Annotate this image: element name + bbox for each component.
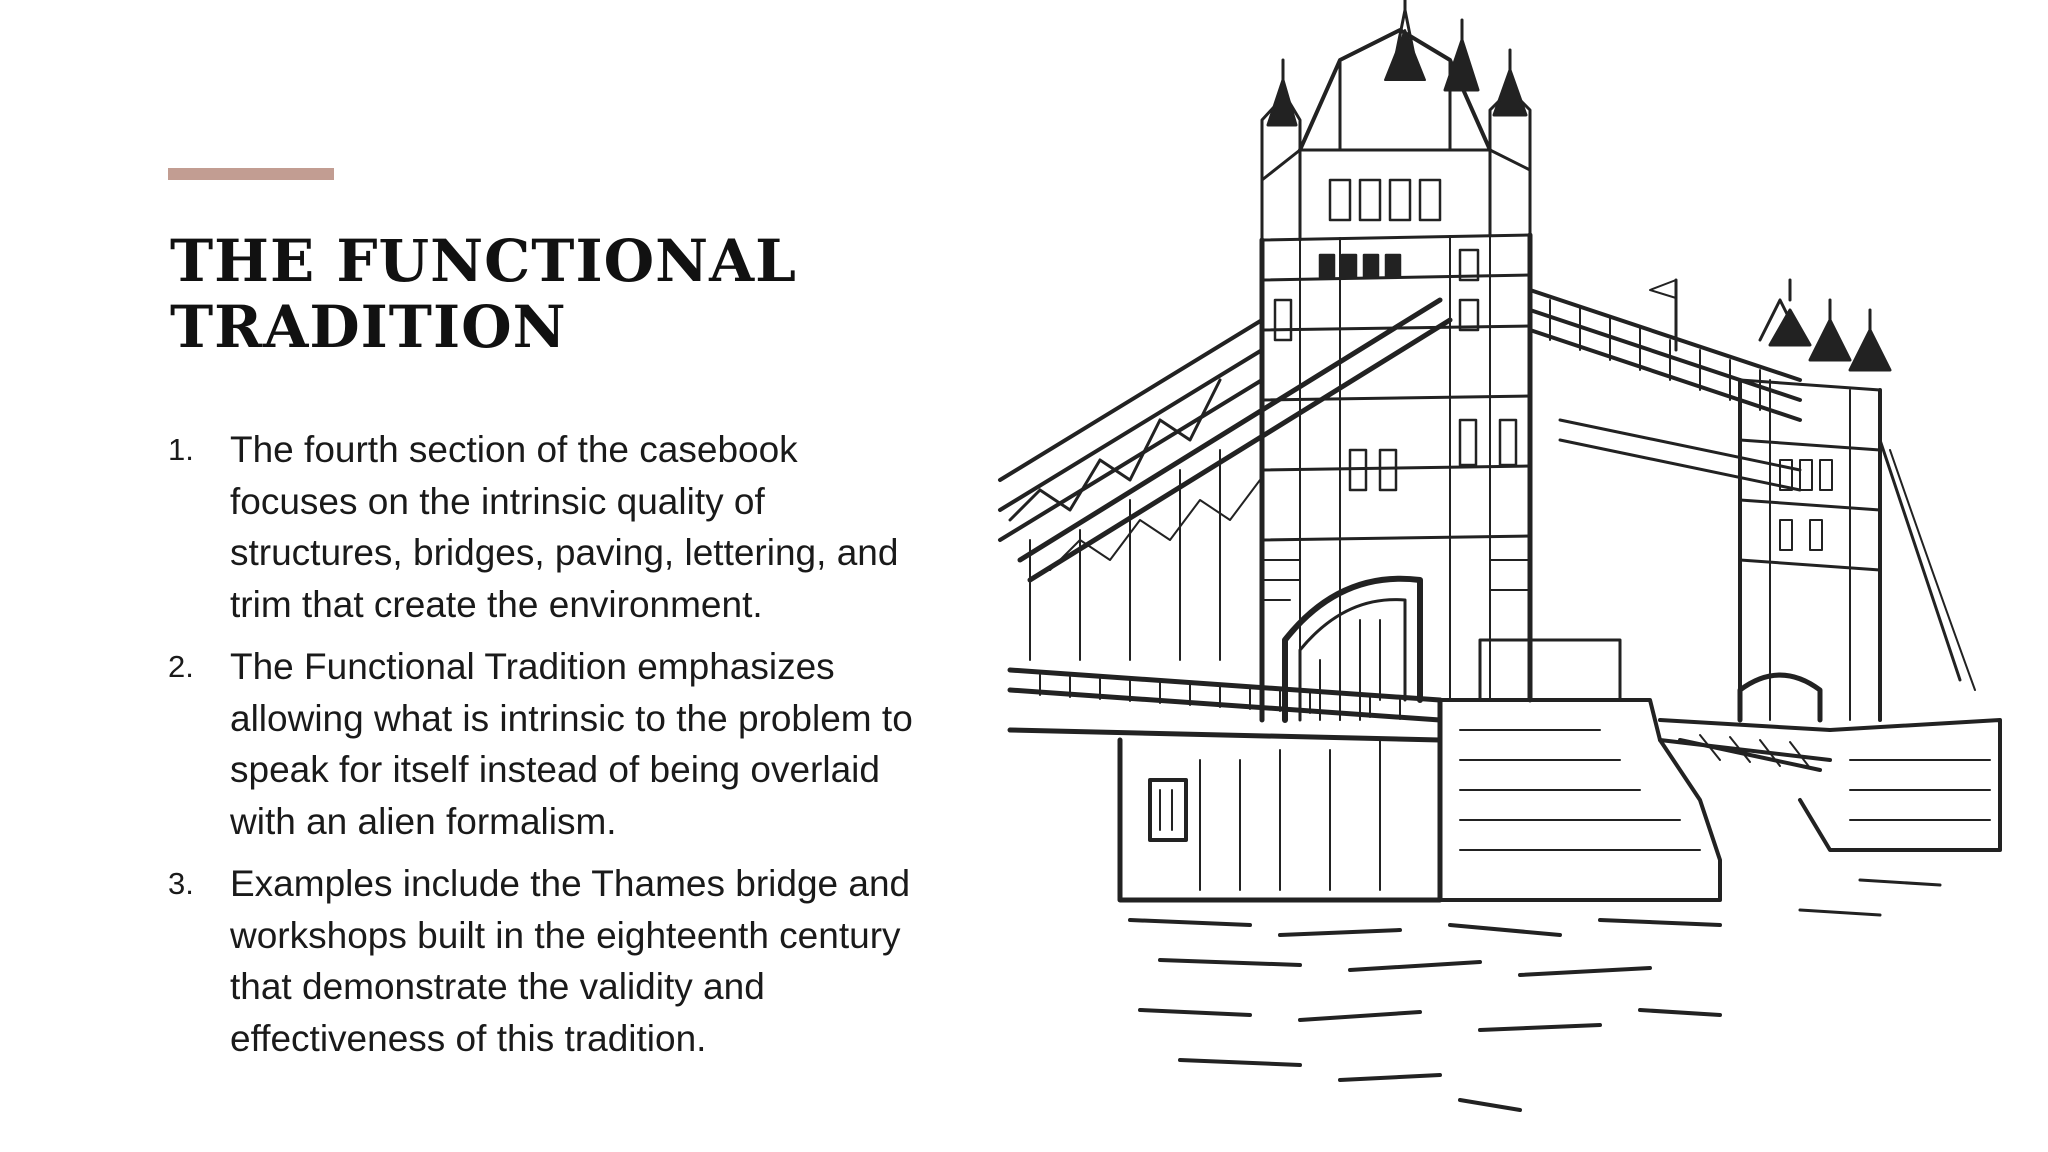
slide-title xyxy=(170,228,990,360)
left-tower xyxy=(1262,0,1530,720)
list-item-text xyxy=(230,424,958,630)
water xyxy=(1130,880,1940,1110)
list-item xyxy=(168,641,958,847)
list-item-line: with an alien formalism. xyxy=(230,800,617,842)
title-line-2: TRADITION xyxy=(170,293,567,361)
right-tower xyxy=(1740,280,1975,720)
list-item-number: 3. xyxy=(168,866,194,901)
list-item-line: structures, bridges, paving, lettering, and xyxy=(230,532,899,573)
list-item-line: that demonstrate the validity and xyxy=(230,966,765,1007)
list-item xyxy=(168,424,958,630)
text-placeholder xyxy=(168,424,958,1084)
list-item-line: trim that create the environment. xyxy=(230,583,763,625)
upper-walkway xyxy=(1530,280,1800,490)
list-item-text xyxy=(230,641,958,847)
numbered-list xyxy=(168,424,958,1064)
piers xyxy=(1120,640,2000,900)
left-bascule xyxy=(1000,300,1450,660)
list-item xyxy=(168,858,958,1064)
list-item-line: Examples include the Thames bridge and xyxy=(230,863,911,904)
list-item-line: focuses on the intrinsic quality of xyxy=(230,480,765,522)
tower-bridge-sketch-icon xyxy=(990,0,2048,1152)
list-item-line: speak for itself instead of being overlaid xyxy=(230,749,880,790)
list-item-line: effectiveness of this tradition. xyxy=(230,1017,707,1059)
list-item-number: 1. xyxy=(168,432,194,467)
list-item-line: allowing what is intrinsic to the problem to xyxy=(230,697,913,739)
list-item-line: The Functional Tradition emphasizes xyxy=(230,646,835,687)
list-item-number: 2. xyxy=(168,649,194,684)
list-item-text xyxy=(230,858,958,1064)
title-accent-bar xyxy=(168,168,334,180)
list-item-line: workshops built in the eighteenth century xyxy=(230,914,901,956)
list-item-line: The fourth section of the casebook xyxy=(230,429,798,470)
title-line-1: THE FUNCTIONAL xyxy=(170,227,797,295)
